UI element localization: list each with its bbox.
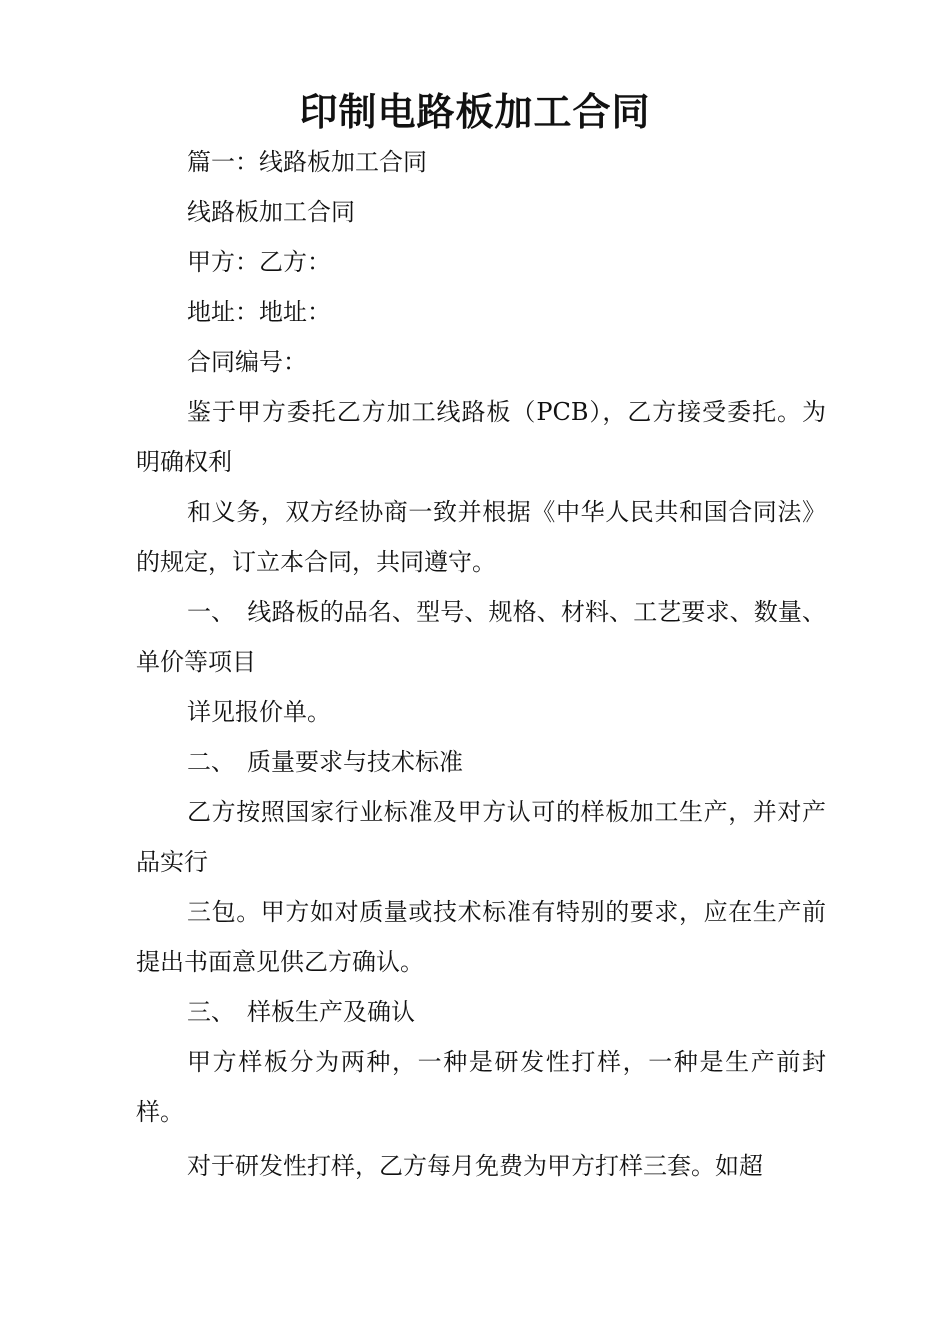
paragraph-clause-three-heading: 三、 样板生产及确认	[187, 998, 415, 1026]
paragraph-clause-one-heading: 一、 线路板的品名、型号、规格、材料、工艺要求、数量、单价等项目	[136, 598, 826, 676]
paragraph-contract-number: 合同编号：	[187, 348, 307, 376]
paragraph-clause-two-body: 乙方按照国家行业标准及甲方认可的样板加工生产，并对产品实行	[136, 798, 826, 876]
paragraph-parties: 甲方：乙方：	[187, 248, 331, 276]
document-body	[136, 137, 826, 1191]
paragraph-section-heading: 篇一：线路板加工合同	[187, 148, 427, 176]
paragraph-clause-three-body: 甲方样板分为两种，一种是研发性打样，一种是生产前封样。	[136, 1048, 826, 1126]
paragraph-preamble: 鉴于甲方委托乙方加工线路板（PCB），乙方接受委托。为明确权利	[136, 398, 826, 476]
paragraph-preamble-continued: 和义务，双方经协商一致并根据《中华人民共和国合同法》的规定，订立本合同，共同遵守。	[136, 498, 826, 576]
paragraph-clause-one-body: 详见报价单。	[187, 698, 331, 726]
paragraph-clause-two-body-continued: 三包。甲方如对质量或技术标准有特别的要求，应在生产前提出书面意见供乙方确认。	[136, 898, 826, 976]
paragraph-contract-name: 线路板加工合同	[187, 198, 355, 226]
document-title: 印制电路板加工合同	[299, 90, 651, 134]
paragraph-clause-three-body-continued: 对于研发性打样，乙方每月免费为甲方打样三套。如超	[187, 1152, 763, 1180]
paragraph-addresses: 地址：地址：	[187, 298, 331, 326]
paragraph-clause-two-heading: 二、 质量要求与技术标准	[187, 748, 463, 776]
